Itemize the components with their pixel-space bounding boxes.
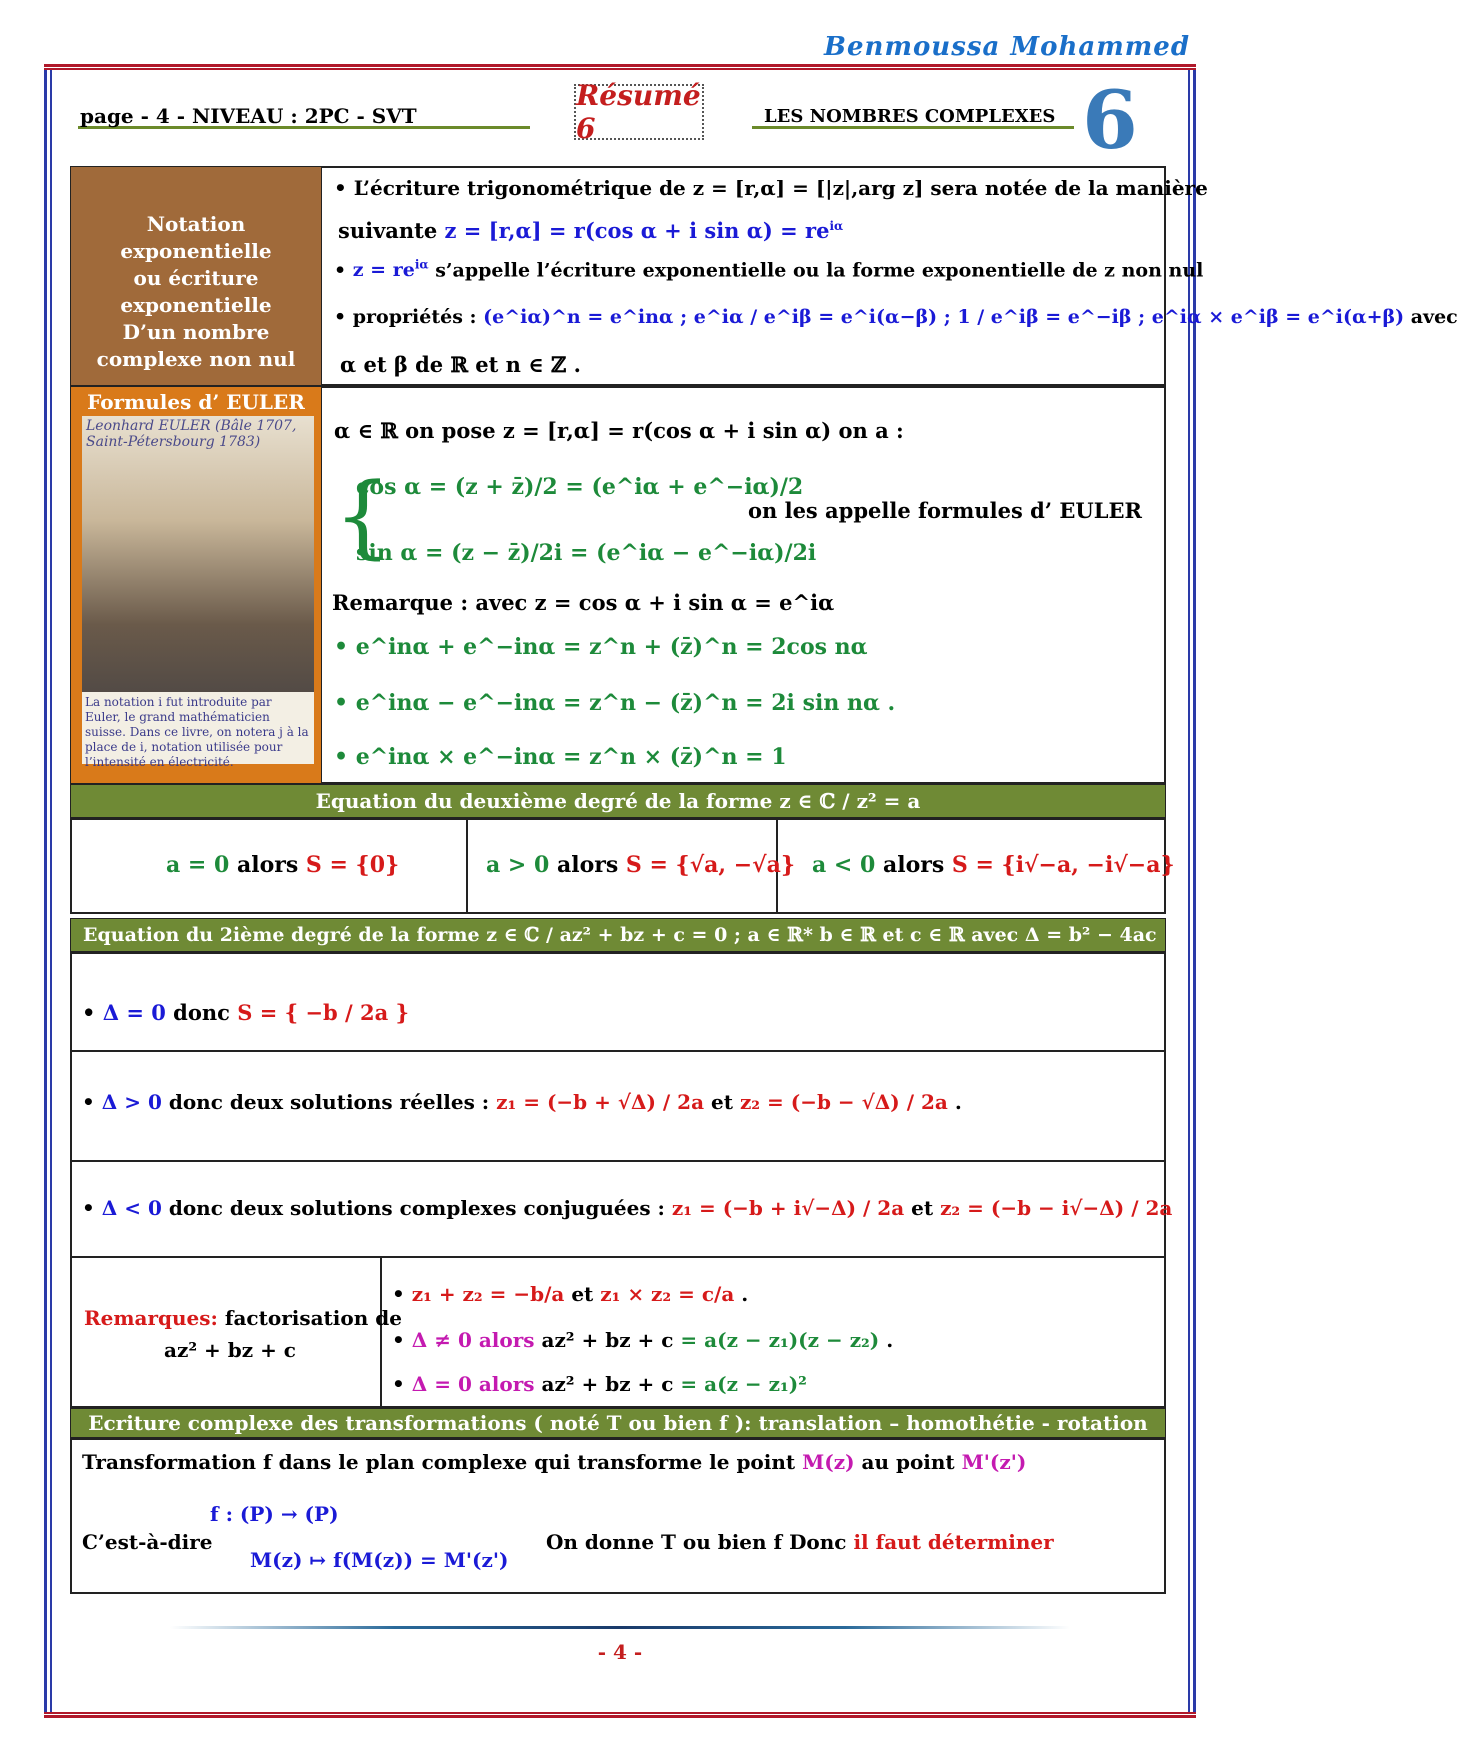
factor-nonzero-row: • Δ ≠ 0 alors az² + bz + c = a(z − z₁)(z − z₂) . [392, 1328, 894, 1352]
frame-top [44, 64, 1196, 70]
transform-rule: M(z) ↦ f(M(z)) = M'(z') [250, 1548, 509, 1572]
section-quadratic-title: Equation du 2ième degré de la forme z ∈ ℂ / az² + bz + c = 0 ; a ∈ ℝ* b ∈ ℝ et c ∈ ℝ avec Δ = b² − 4ac [70, 918, 1166, 952]
remarks-poly: az² + bz + c [164, 1338, 296, 1362]
divider [466, 818, 468, 914]
section-z2-a-title: Equation du deuxième degré de la forme z ∈ ℂ / z² = a [70, 784, 1166, 818]
exp-properties: • propriétés : (e^iα)^n = e^inα ; e^iα / e^iβ = e^i(α−β) ; 1 / e^iβ = e^−iβ ; e^iα × e^iβ = e^i(α+β) avec [334, 306, 1458, 328]
divider [70, 1160, 1166, 1162]
divider [70, 1050, 1166, 1052]
summary-badge: Résumé 6 [574, 84, 704, 140]
delta-zero-row: • Δ = 0 donc S = { −b / 2a } [82, 1000, 410, 1025]
euler-sin-formula: sin α = (z − z̄)/2i = (e^iα − e^−iα)/2i [356, 540, 817, 566]
divider [70, 1256, 1166, 1258]
exp-line-2: suivante z = [r,α] = r(cos α + i $\sin \alpha) = re^{i\alpha}$ [338, 218, 844, 243]
transform-line-1: Transformation f dans le plan complexe qui transforme le point M(z) au point M'(z') [82, 1450, 1027, 1474]
section-transform-title: Ecriture complexe des transformations ( noté T ou bien f ): translation – homothétie - rotation [70, 1408, 1166, 1438]
case-a-negative: a < 0 alors S = {i√−a, −i√−a} [812, 852, 1175, 878]
delta-positive-row: • Δ > 0 donc deux solutions réelles : z₁ = (−b + √Δ) / 2a et z₂ = (−b − √Δ) / 2a . [82, 1090, 962, 1114]
transform-cad: C’est-à-dire [82, 1530, 213, 1554]
euler-cos-formula: cos α = (z + z̄)/2 = (e^iα + e^−iα)/2 [356, 474, 804, 500]
euler-bullet-2: • e^inα − e^−inα = z^n − (z̄)^n = 2i sin nα . [334, 690, 896, 716]
case-a-zero: a = 0 alors S = {0} [166, 852, 400, 878]
exp-line-5: α et β de ℝ et n ∈ ℤ . [340, 352, 581, 377]
frame-bottom [44, 1712, 1196, 1718]
case-a-positive: a > 0 alors S = {√a, −√a} [486, 852, 796, 878]
euler-label: Formules d’ EULER [87, 390, 305, 414]
remarks-label: Remarques: factorisation de [84, 1306, 402, 1330]
header-page-level: page - 4 - NIVEAU : 2PC - SVT [80, 104, 417, 128]
exp-line-1: • L’écriture trigonométrique de z = [r,α] = [|z|,arg z] sera notée de la manière [334, 176, 1208, 200]
euler-remark: Remarque : avec z = cos α + i sin α = e^iα [332, 590, 835, 615]
euler-bullet-1: • e^inα + e^−inα = z^n + (z̄)^n = 2cos nα [334, 634, 868, 660]
transform-determine: On donne T ou bien f Donc il faut déterminer [546, 1530, 1054, 1554]
footer-rule [170, 1626, 1070, 1629]
author-signature: Benmoussa Mohammed [824, 32, 1190, 62]
sum-product-row: • z₁ + z₂ = −b/a et z₁ × z₂ = c/a . [392, 1282, 749, 1306]
divider [380, 1256, 382, 1408]
euler-note: La notation i fut introduite par Euler, le grand mathématicien suisse. Dans ce livre, on notera j à la place de i, notation utilisée pour l’intensité en électricité. [82, 692, 314, 764]
factor-zero-row: • Δ = 0 alors az² + bz + c = a(z − z₁)² [392, 1372, 807, 1396]
frame-left [44, 70, 52, 1712]
euler-caption: Leonhard EULER (Bâle 1707, Saint-Pétersbourg 1783) [86, 418, 297, 450]
euler-bullet-3: • e^inα × e^−inα = z^n × (z̄)^n = 1 [334, 744, 787, 770]
page-number: - 4 - [597, 1640, 643, 1664]
euler-intro: α ∈ ℝ on pose z = [r,α] = r(cos α + i sin α) on a : [334, 418, 904, 443]
transform-map: f : (P) → (P) [210, 1502, 339, 1526]
section-exponential-label: Notation exponentielle ou écriture exponentielle D’un nombre complexe non nul [70, 166, 322, 386]
exp-line-3: • $z = re^{i\alpha}$ s’appelle l’écriture exponentielle ou la forme exponentielle de z non nul [334, 258, 1204, 282]
chapter-number-logo: 6 [1082, 73, 1138, 167]
header-chapter: LES NOMBRES COMPLEXES [764, 106, 1056, 127]
euler-name: on les appelle formules d’ EULER [748, 498, 1142, 523]
brace-icon: { [334, 464, 392, 569]
delta-negative-row: • Δ < 0 donc deux solutions complexes conjuguées : z₁ = (−b + i√−Δ) / 2a et z₂ = (−b − i√−Δ) / 2a [82, 1196, 1173, 1220]
